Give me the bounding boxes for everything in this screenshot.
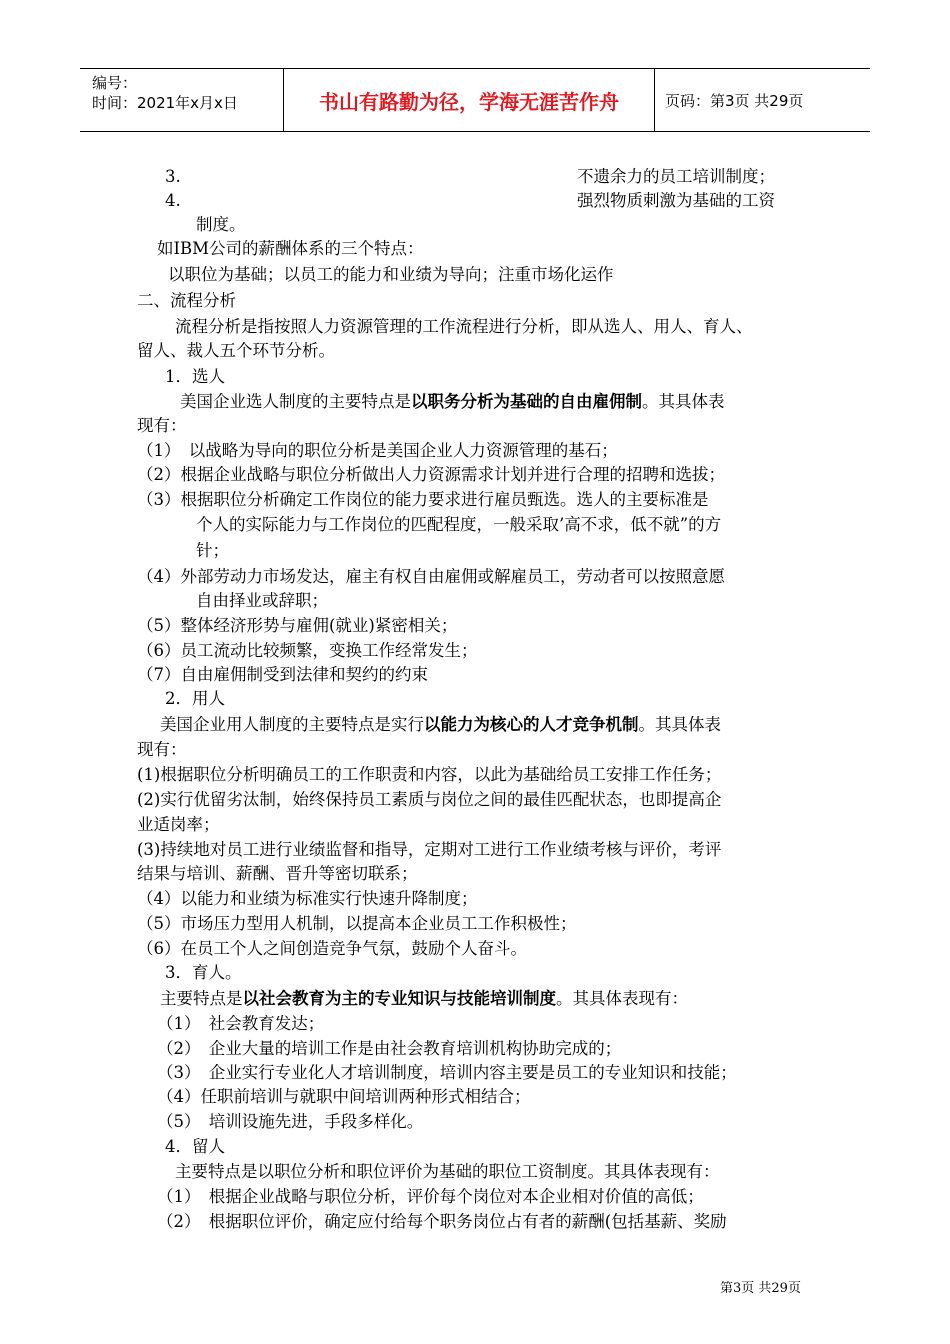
- header-meta: [80, 69, 283, 131]
- number-label: 编号：: [92, 74, 138, 92]
- list-item: (1)根据职位分析明确员工的工作职责和内容，以此为基础给员工安排工作任务；: [137, 765, 722, 784]
- text-line: 个人的实际能力与工作岗位的匹配程度，一般采取’高不求，低不就”的方: [196, 515, 722, 534]
- list-item: （2） 企业大量的培训工作是由社会教育培训机构协助完成的；: [157, 1039, 622, 1058]
- list-item: （7）自由雇佣制受到法律和契约的约束: [137, 665, 428, 684]
- list-item: （1） 社会教育发达；: [157, 1014, 325, 1033]
- text-line: 自由择业或辞职；: [196, 591, 328, 610]
- list-item: （1） 以战略为导向的职位分析是美国企业人力资源管理的基石；: [137, 441, 618, 460]
- text-line: 留人、裁人五个环节分析。: [137, 341, 335, 360]
- text-line: 美国企业选人制度的主要特点是以职务分析为基础的自由雇佣制。其具体表: [180, 392, 725, 411]
- list-item: （6）在员工个人之间创造竞争气氛，鼓励个人奋斗。: [137, 939, 527, 958]
- subsection-heading: 3．育人。: [165, 963, 242, 982]
- text-line: 主要特点是以职位分析和职位评价为基础的职位工资制度。其具体表现有：: [175, 1162, 720, 1181]
- section-heading: 二、流程分析: [137, 291, 236, 310]
- list-item: （4）以能力和业绩为标准实行快速升降制度；: [137, 889, 478, 908]
- list-item: （1） 根据企业战略与职位分析，评价每个岗位对本企业相对价值的高低；: [157, 1187, 704, 1206]
- list-item: (2)实行优留劣汰制，始终保持员工素质与岗位之间的最佳匹配状态，也即提高企: [137, 790, 722, 809]
- text-line: 以职位为基础；以员工的能力和业绩为导向；注重市场化运作: [168, 265, 614, 284]
- list-item: （2）根据企业战略与职位分析做出人力资源需求计划并进行合理的招聘和选拔；: [137, 465, 725, 484]
- text-line: 主要特点是以社会教育为主的专业知识与技能培训制度。其具体表现有：: [160, 989, 688, 1008]
- date-label: 时间：2021年x月x日: [92, 94, 238, 112]
- list-number: 3.: [165, 167, 181, 186]
- list-item: （4）外部劳动力市场发达，雇主有权自由雇佣或解雇员工，劳动者可以按照意愿: [137, 567, 725, 586]
- text-line: 不遗余力的员工培训制度；: [577, 167, 775, 186]
- subsection-heading: 4．留人: [165, 1137, 225, 1156]
- text-line: 现有：: [137, 416, 187, 435]
- list-item: （2） 根据职位评价，确定应付给每个职务岗位占有者的薪酬(包括基薪、奖励: [157, 1212, 727, 1231]
- text-line: 制度。: [196, 215, 246, 234]
- text-line: 现有：: [137, 740, 187, 759]
- list-item: （3）根据职位分析确定工作岗位的能力要求进行雇员甄选。选人的主要标准是: [137, 490, 709, 509]
- subsection-heading: 2．用人: [165, 689, 225, 708]
- text-line: 针；: [196, 541, 229, 560]
- list-item: (3)持续地对员工进行业绩监督和指导，定期对工进行工作业绩考核与评价，考评: [137, 840, 722, 859]
- list-item: （4）任职前培训与就职中间培训两种形式相结合；: [157, 1087, 531, 1106]
- text-line: 业适岗率；: [137, 815, 220, 834]
- list-item: （5） 培训设施先进，手段多样化。: [157, 1112, 424, 1131]
- list-item: （3） 企业实行专业化人才培训制度，培训内容主要是员工的专业知识和技能；: [157, 1063, 737, 1082]
- text-line: 结果与培训、薪酬、晋升等密切联系；: [137, 864, 418, 883]
- page-header: [80, 68, 870, 132]
- text-line: 流程分析是指按照人力资源管理的工作流程进行分析，即从选人、用人、育人、: [175, 317, 753, 336]
- page-footer: 第3页 共29页: [720, 1281, 801, 1296]
- header-motto: 书山有路勤为径，学海无涯苦作舟: [283, 69, 655, 131]
- subsection-heading: 1．选人: [165, 367, 225, 386]
- text-line: 强烈物质刺激为基础的工资: [577, 191, 775, 210]
- list-item: （6）员工流动比较频繁，变换工作经常发生；: [137, 641, 478, 660]
- list-number: 4.: [165, 191, 181, 210]
- list-item: （5）市场压力型用人机制，以提高本企业员工工作积极性；: [137, 914, 577, 933]
- header-page-label: 页码：第3页 共29页: [665, 91, 804, 110]
- text-line: 美国企业用人制度的主要特点是实行以能力为核心的人才竞争机制。其具体表: [160, 715, 721, 734]
- text-line: 如IBM公司的薪酬体系的三个特点：: [157, 239, 424, 258]
- list-item: （5）整体经济形势与雇佣(就业)紧密相关；: [137, 616, 458, 635]
